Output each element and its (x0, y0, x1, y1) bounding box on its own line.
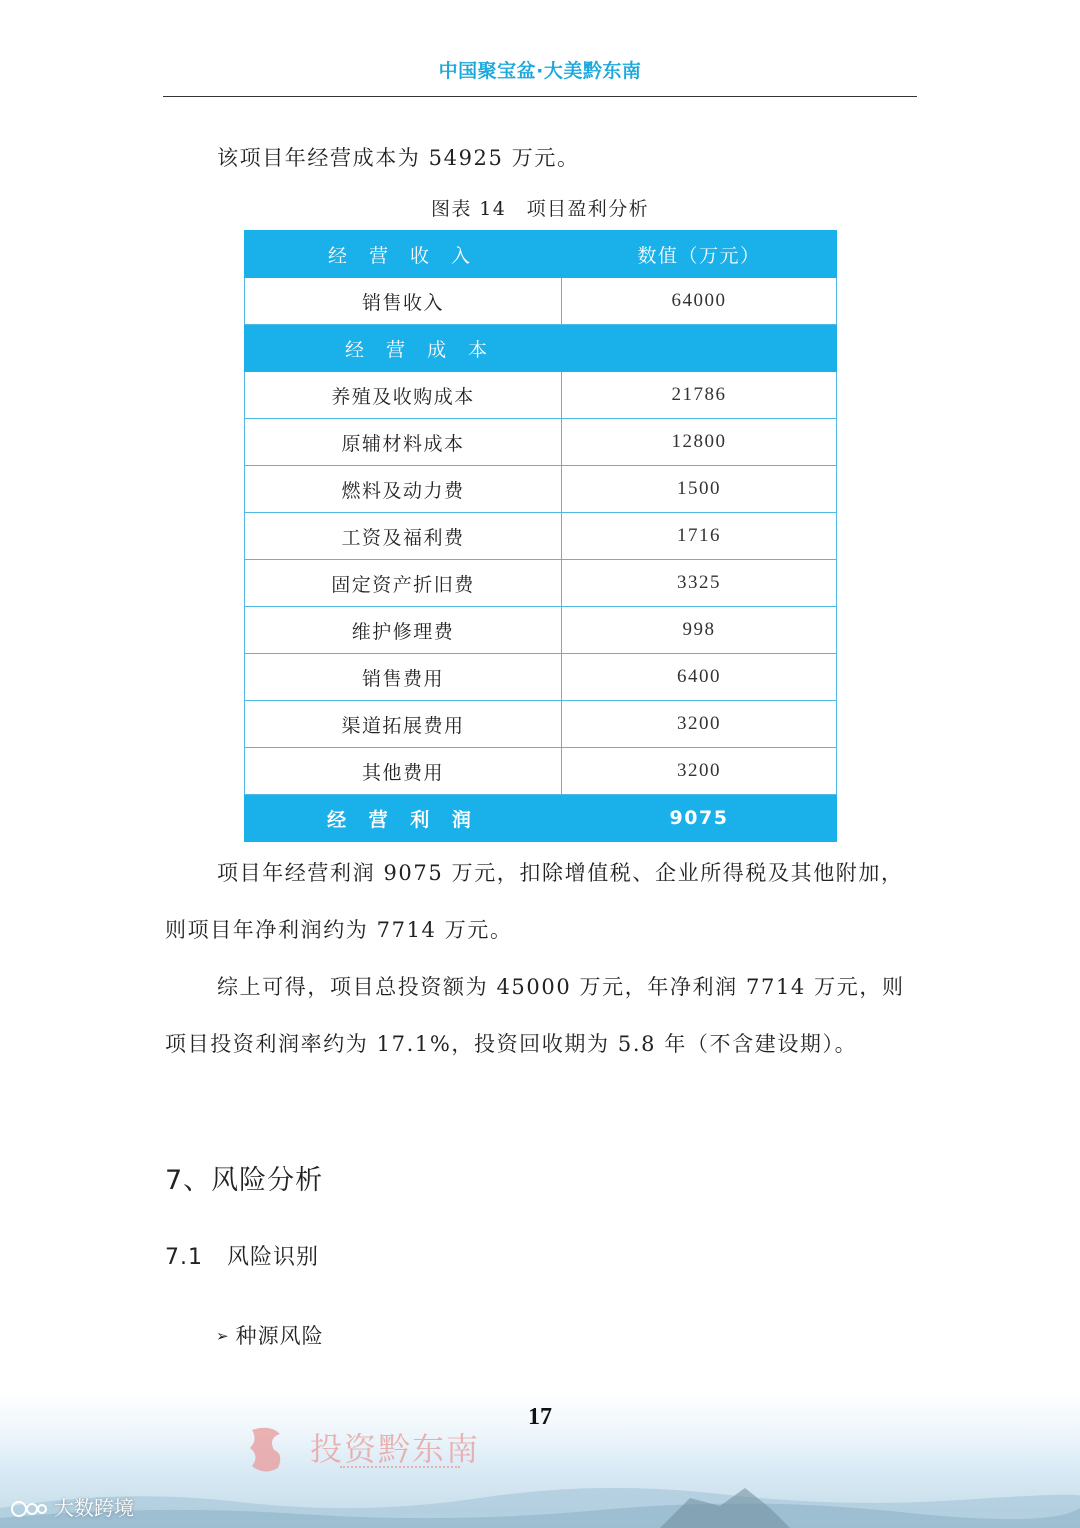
row-label: 销售收入 (245, 278, 562, 325)
row-label: 其他费用 (245, 748, 562, 795)
total-label-cell: 经 营 利 润 (245, 795, 562, 842)
bullet-item (216, 1320, 324, 1350)
page-number: 17 (528, 1404, 552, 1430)
row-label: 固定资产折旧费 (245, 560, 562, 607)
row-label: 养殖及收购成本 (245, 372, 562, 419)
bullet-text: 种源风险 (235, 1324, 324, 1348)
watermark-text: 大数跨境 (54, 1496, 134, 1520)
row-value: 3200 (562, 701, 837, 748)
header-label-cell: 经 营 收 入 (245, 231, 562, 278)
row-value: 6400 (562, 654, 837, 701)
header-divider (163, 96, 917, 97)
row-value: 1716 (562, 513, 837, 560)
row-label: 原辅材料成本 (245, 419, 562, 466)
watermark (10, 1492, 134, 1521)
header-value-cell: 数值（万元） (562, 231, 837, 278)
row-value: 12800 (562, 419, 837, 466)
arrow-bullet-icon: ➢ (216, 1327, 230, 1345)
cost-section-label: 经 营 成 本 (245, 325, 837, 372)
section-heading: 7、风险分析 (165, 1165, 324, 1196)
row-value: 3325 (562, 560, 837, 607)
row-label: 销售费用 (245, 654, 562, 701)
row-value: 3200 (562, 748, 837, 795)
intro-text: 该项目年经营成本为 54925 万元。 (217, 146, 580, 170)
table-row (245, 466, 837, 513)
table-row (245, 607, 837, 654)
profit-analysis-table (244, 230, 837, 842)
mountain-silhouette-icon (0, 1468, 1080, 1528)
page-header-title: 中国聚宝盆·大美黔东南 (438, 60, 642, 82)
subsection-heading (165, 1240, 319, 1271)
table-row (245, 278, 837, 325)
profit-paragraph (165, 845, 917, 959)
table-row (245, 654, 837, 701)
row-label: 维护修理费 (245, 607, 562, 654)
row-value: 21786 (562, 372, 837, 419)
table-row (245, 560, 837, 607)
table-row (245, 748, 837, 795)
table-caption: 图表 14 项目盈利分析 (430, 198, 650, 220)
table-row (245, 372, 837, 419)
table-total-row (245, 795, 837, 842)
table-row (245, 513, 837, 560)
total-value-cell: 9075 (562, 795, 837, 842)
row-value: 998 (562, 607, 837, 654)
row-label: 燃料及动力费 (245, 466, 562, 513)
subsection-title: 风险识别 (227, 1245, 320, 1270)
subsection-number: 7.1 (165, 1245, 203, 1270)
row-value: 64000 (562, 278, 837, 325)
row-value: 1500 (562, 466, 837, 513)
table-header-row (245, 231, 837, 278)
watermark-logo-icon (10, 1498, 50, 1520)
intro-paragraph (165, 130, 917, 187)
row-label: 渠道拓展费用 (245, 701, 562, 748)
table-row (245, 419, 837, 466)
profit-text: 项目年经营利润 9075 万元，扣除增值税、企业所得税及其他附加，则项目年净利润约为 7714 万元。 (165, 861, 904, 942)
brand-text: 投资黔东南 (310, 1430, 481, 1468)
summary-text: 综上可得，项目总投资额为 45000 万元，年净利润 7714 万元，则项目投资利润率约为 17.1%，投资回收期为 5.8 年（不含建设期）。 (165, 975, 905, 1056)
table-row (245, 701, 837, 748)
cost-section-row (245, 325, 837, 372)
summary-paragraph (165, 959, 917, 1073)
brand-subline (340, 1466, 460, 1472)
row-label: 工资及福利费 (245, 513, 562, 560)
